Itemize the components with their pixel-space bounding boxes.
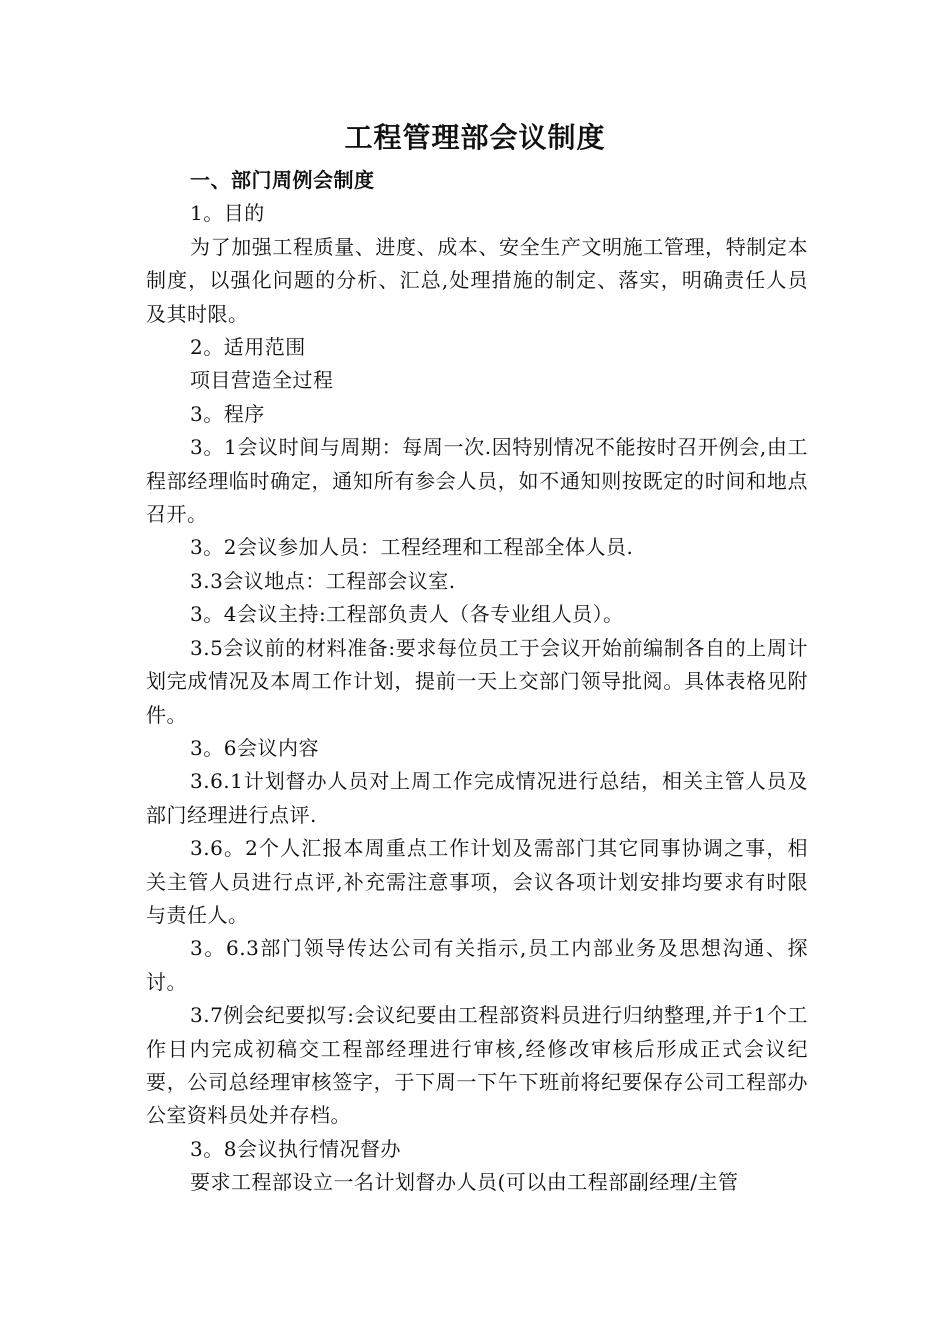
subsection-heading-procedure: 3。程序: [190, 401, 265, 426]
paragraph-host: 3。4会议主持:工程部负责人（各专业组人员）。: [190, 602, 624, 627]
document-body: [146, 164, 808, 1200]
paragraph-minutes: 3.7例会纪要拟写:会议纪要由工程部资料员进行归纳整理,并于1个工作日内完成初稿交工程部经理进行审核,经修改审核后形成正式会议纪要，公司总经理审核签字，于下周一下午下班前将纪要保存公司工程部办公室资料员处并存档。: [146, 1003, 808, 1128]
section-heading: 一、部门周例会制度: [190, 168, 375, 192]
subsection-heading-scope: 2。适用范围: [190, 335, 306, 360]
paragraph-meeting-time: 3。1会议时间与周期：每周一次.因特别情况不能按时召开例会,由工程部经理临时确定，通知所有参会人员，如不通知则按既定的时间和地点召开。: [146, 435, 808, 527]
document-title: 工程管理部会议制度: [344, 121, 606, 154]
paragraph-supervision-heading: 3。8会议执行情况督办: [190, 1136, 401, 1161]
paragraph-content-2: 3.6。2个人汇报本周重点工作计划及需部门其它同事协调之事，相关主管人员进行点评,补充需注意事项，会议各项计划安排均要求有时限与责任人。: [146, 836, 808, 927]
paragraph-participants: 3。2会议参加人员：工程经理和工程部全体人员.: [190, 535, 634, 560]
paragraph-scope: 项目营造全过程: [190, 368, 334, 393]
paragraph-materials: 3.5会议前的材料准备:要求每位员工于会议开始前编制各自的上周计划完成情况及本周工作计划，提前一天上交部门领导批阅。具体表格见附件。: [146, 635, 808, 727]
paragraph-location: 3.3会议地点：工程部会议室.: [190, 568, 456, 593]
paragraph-purpose: 为了加强工程质量、进度、成本、安全生产文明施工管理，特制定本制度，以强化问题的分析、汇总,处理措施的制定、落实，明确责任人员及其时限。: [146, 234, 808, 326]
paragraph-content-heading: 3。6会议内容: [190, 735, 319, 760]
paragraph-content-1: 3.6.1计划督办人员对上周工作完成情况进行总结，相关主管人员及部门经理进行点评.: [146, 769, 808, 827]
paragraph-content-3: 3。6.3部门领导传达公司有关指示,员工内部业务及思想沟通、探讨。: [146, 936, 808, 994]
subsection-heading-purpose: 1。目的: [190, 201, 265, 226]
paragraph-supervision: 要求工程部设立一名计划督办人员(可以由工程部副经理/主管: [190, 1170, 739, 1195]
